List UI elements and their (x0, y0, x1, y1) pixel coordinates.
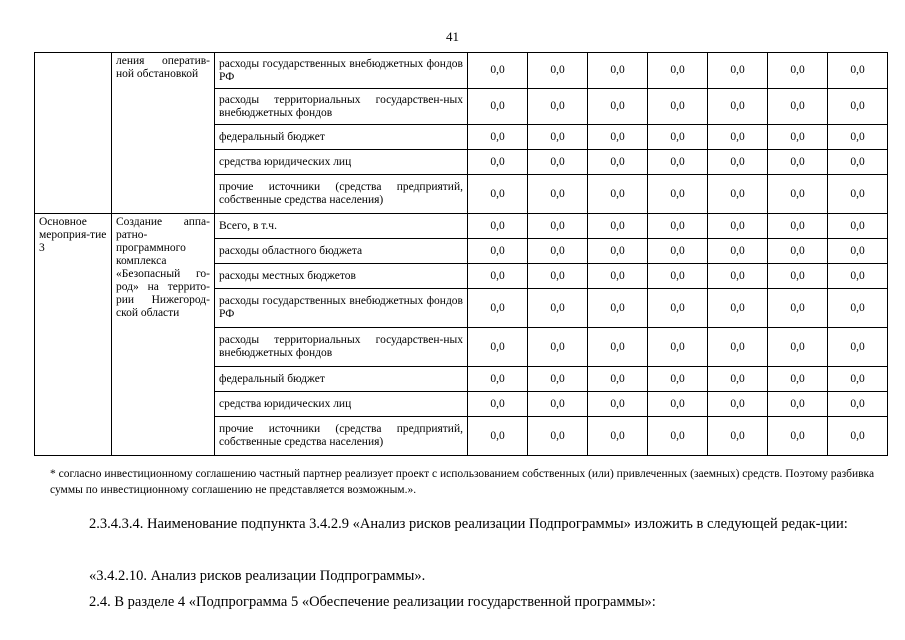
value-cell: 0,0 (768, 367, 828, 392)
value-cell: 0,0 (648, 392, 708, 417)
value-cell: 0,0 (468, 214, 528, 239)
value-cell: 0,0 (468, 150, 528, 175)
funding-source-cell: расходы государственных внебюджетных фондов РФ (215, 53, 468, 89)
value-cell: 0,0 (768, 328, 828, 367)
value-cell: 0,0 (768, 264, 828, 289)
table-row (35, 214, 888, 239)
value-cell: 0,0 (768, 214, 828, 239)
paragraph-item-2-3-4-3-4: 2.3.4.3.4. Наименование подпункта 3.4.2.9 «Анализ рисков реализации Подпрограммы» изложить в следующей редак-ции: (89, 516, 848, 532)
value-cell: 0,0 (468, 239, 528, 264)
value-cell: 0,0 (648, 328, 708, 367)
event-number-cell: Основное мероприя-тие 3 (35, 214, 112, 456)
value-cell: 0,0 (468, 392, 528, 417)
funding-source-cell: прочие источники (средства предприятий, собственные средства населения) (215, 417, 468, 456)
value-cell: 0,0 (528, 289, 588, 328)
value-cell: 0,0 (588, 125, 648, 150)
value-cell: 0,0 (528, 392, 588, 417)
value-cell: 0,0 (768, 417, 828, 456)
value-cell: 0,0 (828, 417, 888, 456)
value-cell: 0,0 (528, 328, 588, 367)
value-cell: 0,0 (708, 89, 768, 125)
funding-source-cell: расходы местных бюджетов (215, 264, 468, 289)
value-cell: 0,0 (468, 367, 528, 392)
value-cell: 0,0 (588, 239, 648, 264)
value-cell: 0,0 (648, 367, 708, 392)
value-cell: 0,0 (468, 175, 528, 214)
funding-source-cell: расходы территориальных государствен-ных внебюджетных фондов (215, 328, 468, 367)
value-cell: 0,0 (528, 264, 588, 289)
value-cell: 0,0 (588, 328, 648, 367)
value-cell: 0,0 (708, 264, 768, 289)
value-cell: 0,0 (468, 264, 528, 289)
table-row (35, 53, 888, 89)
value-cell: 0,0 (828, 53, 888, 89)
value-cell: 0,0 (828, 239, 888, 264)
value-cell: 0,0 (588, 264, 648, 289)
value-cell: 0,0 (828, 367, 888, 392)
event-name-continuation: ления оператив-ной обстановкой (112, 53, 215, 214)
value-cell: 0,0 (768, 150, 828, 175)
value-cell: 0,0 (828, 264, 888, 289)
value-cell: 0,0 (588, 417, 648, 456)
value-cell: 0,0 (588, 367, 648, 392)
value-cell: 0,0 (588, 214, 648, 239)
value-cell: 0,0 (528, 150, 588, 175)
funding-source-cell: средства юридических лиц (215, 392, 468, 417)
value-cell: 0,0 (708, 367, 768, 392)
value-cell: 0,0 (708, 392, 768, 417)
value-cell: 0,0 (588, 175, 648, 214)
value-cell: 0,0 (828, 89, 888, 125)
value-cell: 0,0 (768, 125, 828, 150)
value-cell: 0,0 (528, 367, 588, 392)
value-cell: 0,0 (468, 53, 528, 89)
value-cell: 0,0 (708, 150, 768, 175)
value-cell: 0,0 (648, 175, 708, 214)
value-cell: 0,0 (828, 214, 888, 239)
value-cell: 0,0 (468, 125, 528, 150)
value-cell: 0,0 (648, 239, 708, 264)
value-cell: 0,0 (708, 417, 768, 456)
value-cell: 0,0 (768, 53, 828, 89)
value-cell: 0,0 (528, 214, 588, 239)
value-cell: 0,0 (708, 53, 768, 89)
value-cell: 0,0 (828, 125, 888, 150)
value-cell: 0,0 (588, 53, 648, 89)
funding-source-cell: расходы государственных внебюджетных фондов РФ (215, 289, 468, 328)
value-cell: 0,0 (708, 289, 768, 328)
event-cell-empty (35, 53, 112, 214)
value-cell: 0,0 (648, 417, 708, 456)
value-cell: 0,0 (528, 89, 588, 125)
event-name-cell: Создание аппа-ратно-программного комплекса «Безопасный го-род» на террито-рии Нижегород-ской области (112, 214, 215, 456)
value-cell: 0,0 (588, 89, 648, 125)
paragraph-section-2-4: 2.4. В разделе 4 «Подпрограмма 5 «Обеспечение реализации государственной программы»: (89, 594, 656, 610)
value-cell: 0,0 (768, 392, 828, 417)
value-cell: 0,0 (708, 239, 768, 264)
value-cell: 0,0 (768, 175, 828, 214)
value-cell: 0,0 (708, 214, 768, 239)
value-cell: 0,0 (708, 175, 768, 214)
value-cell: 0,0 (828, 328, 888, 367)
value-cell: 0,0 (828, 392, 888, 417)
value-cell: 0,0 (828, 289, 888, 328)
value-cell: 0,0 (768, 89, 828, 125)
value-cell: 0,0 (468, 289, 528, 328)
value-cell: 0,0 (588, 150, 648, 175)
page-number: 41 (446, 29, 459, 44)
funding-source-cell: прочие источники (средства предприятий, собственные средства населения) (215, 175, 468, 214)
value-cell: 0,0 (528, 417, 588, 456)
value-cell: 0,0 (768, 239, 828, 264)
value-cell: 0,0 (528, 125, 588, 150)
value-cell: 0,0 (468, 328, 528, 367)
funding-source-cell: Всего, в т.ч. (215, 214, 468, 239)
value-cell: 0,0 (588, 289, 648, 328)
value-cell: 0,0 (648, 289, 708, 328)
value-cell: 0,0 (648, 89, 708, 125)
value-cell: 0,0 (588, 392, 648, 417)
footnote: * согласно инвестиционному соглашению частный партнер реализует проект с использованием собственных (или) привлеченных (заемных) средств. Поэтому разбивка суммы по инвестиционному соглашению не представляется возможным.». (50, 468, 875, 496)
funding-source-cell: федеральный бюджет (215, 125, 468, 150)
value-cell: 0,0 (648, 53, 708, 89)
funding-source-cell: расходы областного бюджета (215, 239, 468, 264)
value-cell: 0,0 (708, 125, 768, 150)
value-cell: 0,0 (828, 150, 888, 175)
paragraph-item-3-4-2-10: «3.4.2.10. Анализ рисков реализации Подпрограммы». (89, 568, 426, 584)
value-cell: 0,0 (648, 264, 708, 289)
value-cell: 0,0 (468, 89, 528, 125)
value-cell: 0,0 (708, 328, 768, 367)
value-cell: 0,0 (468, 417, 528, 456)
value-cell: 0,0 (528, 175, 588, 214)
value-cell: 0,0 (528, 53, 588, 89)
value-cell: 0,0 (528, 239, 588, 264)
value-cell: 0,0 (648, 150, 708, 175)
funding-source-cell: расходы территориальных государствен-ных внебюджетных фондов (215, 89, 468, 125)
value-cell: 0,0 (648, 125, 708, 150)
value-cell: 0,0 (648, 214, 708, 239)
funding-source-cell: средства юридических лиц (215, 150, 468, 175)
value-cell: 0,0 (768, 289, 828, 328)
funding-source-cell: федеральный бюджет (215, 367, 468, 392)
value-cell: 0,0 (828, 175, 888, 214)
funding-table (34, 52, 888, 456)
